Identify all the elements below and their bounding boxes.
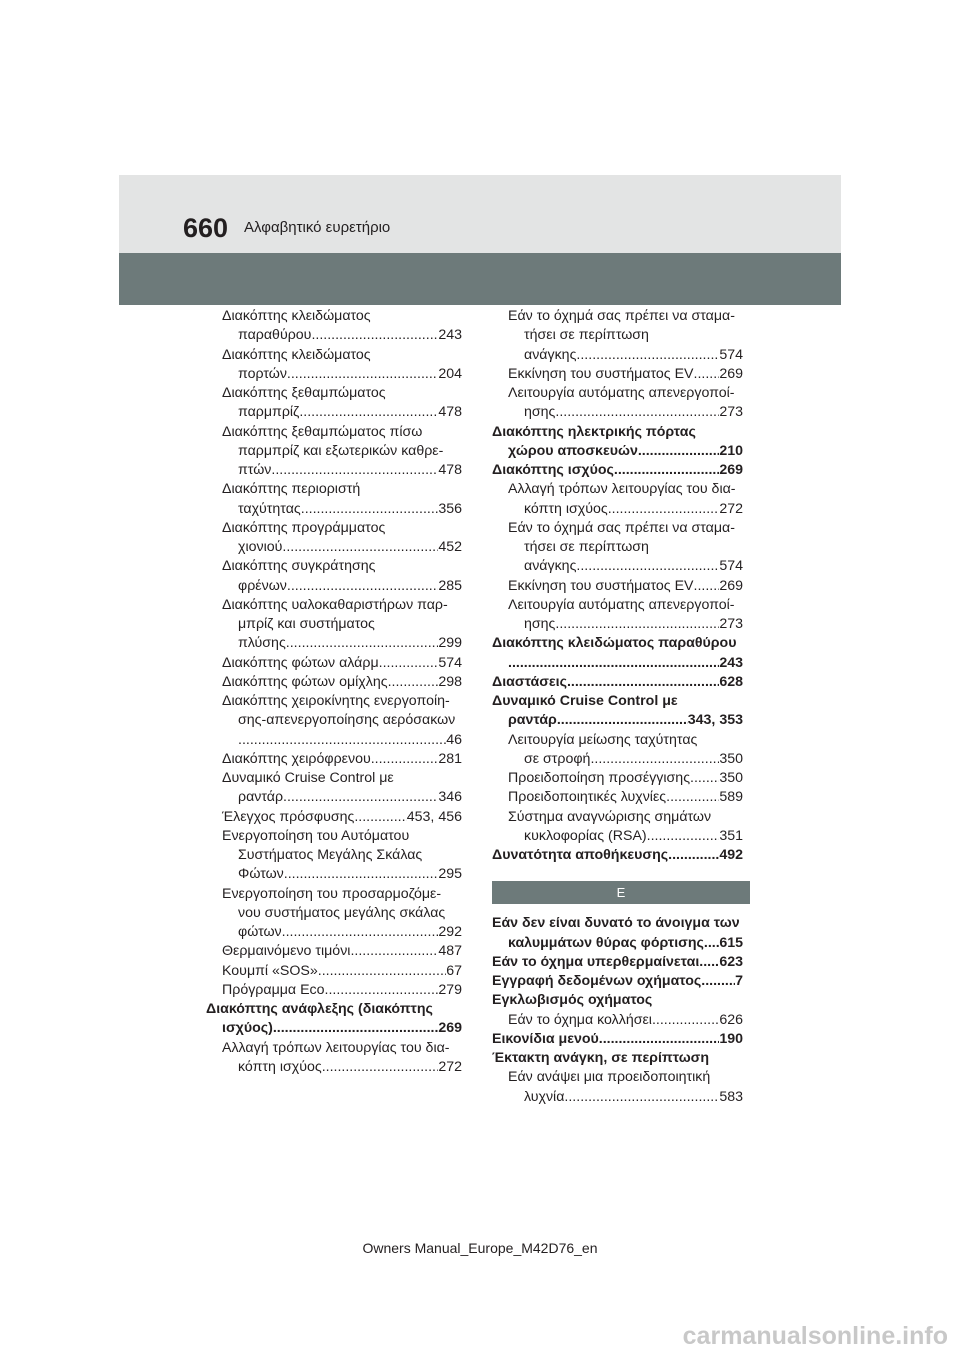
leader-dots [666, 788, 719, 807]
index-entry-text: τήσει σε περίπτωση [524, 539, 649, 555]
leader-dots [608, 500, 720, 519]
index-page-number: 292 [438, 924, 462, 940]
index-page-number: 350 [719, 770, 743, 786]
index-entry-text: Λειτουργία αυτόματης απενεργοποί- [508, 596, 735, 613]
index-page-number: 351 [719, 827, 743, 844]
index-entry-line [492, 1088, 743, 1107]
index-entry-line [492, 846, 743, 865]
index-page-number: 285 [438, 577, 462, 594]
leader-dots [388, 673, 439, 692]
page-number: 660 [183, 213, 229, 243]
index-entry-text: Διαστάσεις [492, 673, 567, 690]
index-entry-text: Λειτουργία αυτόματης απενεργοποί- [508, 385, 735, 401]
index-entry-text: Διακόπτης ξεθαμπώματος πίσω [222, 423, 423, 440]
index-page-number: 281 [438, 750, 462, 767]
index-page-number: 295 [438, 866, 462, 883]
index-page-number: 453, 456 [406, 808, 462, 825]
index-entry-text: Διακόπτης κλειδώματος [222, 308, 371, 324]
index-entry-line [492, 403, 743, 422]
index-entry-text: ανάγκης [524, 558, 577, 575]
leader-dots [371, 750, 439, 769]
index-entry-line [492, 953, 743, 972]
index-list-e [492, 914, 743, 1107]
index-page-number: 7 [735, 973, 743, 989]
index-page-number: 492 [719, 847, 743, 863]
index-entry [222, 673, 462, 692]
index-entry-line [492, 654, 743, 673]
index-page-number: 210 [719, 442, 743, 459]
index-entry-text: παρμπρίζ [238, 404, 300, 421]
index-entry [492, 788, 743, 807]
index-entry [492, 519, 743, 577]
leader-dots [287, 365, 438, 384]
index-entry-line [222, 500, 462, 519]
leader-dots [301, 500, 439, 519]
leader-dots [286, 634, 439, 653]
index-entry-text: Ενεργοποίηση του Αυτόματου [222, 827, 410, 844]
index-entry [222, 750, 462, 769]
index-entry-line [222, 788, 462, 807]
index-entry-text: Φώτων [238, 866, 284, 883]
index-entry [222, 942, 462, 961]
index-entry-text: Θερμαινόμενο τιμόνι [222, 943, 351, 960]
index-page-number: 269 [719, 365, 743, 382]
index-entry-text: παρμπρίζ και εξωτερικών καθρε- [238, 442, 444, 459]
index-entry-text: Εγγραφή δεδομένων οχήματος [492, 973, 702, 989]
index-entry-line [222, 981, 462, 1000]
index-entry-text: Διακόπτης φώτων ομίχλης [222, 673, 388, 690]
index-entry-line [222, 538, 462, 557]
index-entry-text: τήσει σε περίπτωση [524, 327, 649, 344]
index-entry-text: ησης [524, 404, 556, 421]
index-entry [222, 346, 462, 385]
leader-dots [704, 934, 719, 953]
index-entry [492, 365, 743, 384]
index-entry-text: πλύσης [238, 635, 286, 652]
index-entry-text: Διακόπτης ξεθαμπώματος [222, 385, 386, 401]
index-page-number: 46 [446, 731, 462, 748]
index-entry-text: Εκκίνηση του συστήματος EV [508, 577, 694, 594]
index-page-number: 589 [719, 789, 743, 806]
leader-dots [299, 403, 438, 422]
index-entry-text: Πρόγραμμα Eco [222, 981, 325, 998]
index-entry-text: κόπτη ισχύος [524, 500, 608, 517]
index-entry-line [222, 942, 462, 961]
index-entry [492, 972, 743, 991]
index-entry-text: Εάν δεν είναι δυνατό το άνοιγμα των [492, 915, 740, 932]
index-entry [492, 914, 743, 953]
index-entry-text: Εάν ανάψει μια προειδοποιητική [508, 1069, 711, 1086]
index-entry-text: ραντάρ [238, 789, 284, 806]
index-entry [492, 846, 743, 865]
index-entry-text: κυκλοφορίας (RSA) [524, 827, 647, 844]
index-page-number: 272 [438, 1058, 462, 1075]
index-entry-text: φώτων [238, 924, 282, 940]
index-entry-text: Αλλαγή τρόπων λειτουργίας του δια- [508, 481, 736, 498]
index-page-number: 204 [438, 365, 462, 382]
leader-dots [555, 615, 719, 634]
index-entry-text: φρένων [238, 577, 287, 594]
leader-dots [694, 577, 720, 596]
index-entry [222, 596, 462, 654]
leader-dots [318, 962, 446, 981]
index-entry-text: Διακόπτης υαλοκαθαριστήρων παρ- [222, 596, 448, 613]
index-entry [492, 953, 743, 972]
index-entry-text: Διακόπτης ανάφλεξης (διακόπτης [206, 1001, 433, 1017]
leader-dots [668, 846, 719, 865]
index-entry [222, 384, 462, 423]
index-entry-line [222, 461, 462, 480]
index-entry-text: Έκτακτη ανάγκη, σε περίπτωση [492, 1050, 710, 1066]
leader-dots [694, 365, 720, 384]
index-entry [222, 885, 462, 943]
leader-dots [647, 827, 720, 846]
index-entry-line [492, 461, 743, 480]
index-entry-line [222, 326, 462, 345]
index-page-number: 343, 353 [687, 712, 743, 729]
leader-dots [287, 577, 438, 596]
index-entry-text: παραθύρου [238, 327, 312, 344]
index-page-number: 574 [438, 654, 462, 671]
index-page-number: 272 [719, 500, 743, 517]
index-entry [222, 1039, 462, 1078]
index-entry-line [222, 731, 462, 750]
index-entry-text: Διακόπτης χειροκίνητης ενεργοποίη- [222, 693, 450, 709]
index-entry-text: Εάν το όχημα κολλήσει [508, 1011, 652, 1028]
index-entry [492, 1068, 743, 1107]
index-entry-text: Εάν το όχημά σας πρέπει να σταμα- [508, 308, 735, 324]
index-entry-text: Σύστημα αναγνώρισης σημάτων [508, 808, 712, 825]
index-entry-text: Διακόπτης συγκράτησης [222, 558, 376, 575]
leader-dots [350, 942, 438, 961]
leader-dots [354, 808, 406, 827]
index-entry [222, 692, 462, 750]
leader-dots [322, 1058, 439, 1077]
index-entry-text: Διακόπτης ισχύος [492, 462, 614, 478]
index-entry-line [492, 972, 743, 991]
index-entry [222, 962, 462, 981]
index-page-number: 243 [719, 654, 743, 671]
index-list-d [492, 307, 743, 865]
index-entry [222, 307, 462, 346]
index-entry-text: χιονιού [238, 539, 283, 555]
leader-dots [508, 654, 719, 673]
leader-dots [379, 654, 439, 673]
index-entry-line [492, 750, 743, 769]
index-page-number: 273 [719, 404, 743, 421]
index-entry-text: Λειτουργία μείωσης ταχύτητας [508, 731, 698, 748]
index-entry-text: ισχύος) [222, 1020, 273, 1037]
index-entry [222, 480, 462, 519]
index-entry-line [492, 365, 743, 384]
index-entry-text: καλυμμάτων θύρας φόρτισης [508, 934, 704, 951]
index-entry [492, 461, 743, 480]
leader-dots [567, 673, 719, 692]
index-entry-text: σης-απενεργοποίησης αερόσακων [238, 712, 456, 729]
index-entry-line [222, 1058, 462, 1077]
index-entry [492, 673, 743, 692]
index-entry-line [492, 615, 743, 634]
index-page-number: 487 [438, 943, 462, 960]
leader-dots [311, 326, 438, 345]
index-entry [222, 769, 462, 808]
index-entry-text: Προειδοποιητικές λυχνίες [508, 789, 667, 806]
index-entry-line [492, 577, 743, 596]
index-page-number: 346 [438, 789, 462, 806]
index-entry [492, 769, 743, 788]
index-entry-text: Δυναμικό Cruise Control με [492, 693, 678, 709]
index-entry [492, 384, 743, 423]
index-entry-text: ταχύτητας [238, 500, 301, 517]
index-page-number: 298 [438, 673, 462, 690]
index-page-number: 452 [438, 539, 462, 555]
page-title: Αλφαβητικό ευρετήριο [244, 219, 391, 236]
leader-dots [273, 1019, 438, 1038]
index-page-number: 574 [719, 558, 743, 575]
index-entry-text: Ενεργοποίηση του προσαρμοζόμε- [222, 885, 442, 902]
index-entry-line [222, 962, 462, 981]
index-entry-text: Προειδοποίηση προσέγγισης [508, 770, 691, 786]
index-entry [206, 1000, 462, 1039]
index-page-number: 299 [438, 635, 462, 652]
index-entry [222, 654, 462, 673]
index-entry-line [492, 934, 743, 953]
index-entry-text: Έλεγχος πρόσφυσης [222, 808, 355, 825]
leader-dots [271, 461, 438, 480]
index-entry [492, 596, 743, 635]
index-entry-line [492, 711, 743, 730]
index-entry-text: Συστήματος Μεγάλης Σκάλας [238, 847, 423, 863]
index-entry [492, 577, 743, 596]
index-entry-text: Διακόπτης προγράμματος [222, 519, 386, 536]
index-page-number: 190 [719, 1030, 743, 1047]
index-entry [492, 307, 743, 365]
index-entry [222, 981, 462, 1000]
index-entry-line [492, 827, 743, 846]
index-entry [222, 519, 462, 558]
index-entry-line [222, 654, 462, 673]
leader-dots [699, 953, 719, 972]
leader-dots [590, 750, 719, 769]
index-entry [492, 808, 743, 847]
index-page-number: 628 [719, 673, 743, 690]
index-entry-text: Δυνατότητα αποθήκευσης [492, 847, 669, 863]
index-entry-text: Διακόπτης φώτων αλάρμ [222, 654, 379, 671]
index-page-number: 279 [438, 981, 462, 998]
index-page-number: 269 [719, 462, 743, 478]
leader-dots [282, 923, 439, 942]
index-page-number: 273 [719, 616, 743, 632]
index-page-number: 478 [438, 404, 462, 421]
index-entry-line [222, 923, 462, 942]
index-entry-line [492, 442, 743, 461]
index-entry-text: νου συστήματος μεγάλης σκάλας [238, 904, 446, 921]
index-entry [222, 557, 462, 596]
index-page-number: 574 [719, 346, 743, 363]
index-page-number: 623 [719, 953, 743, 970]
index-entry [222, 827, 462, 885]
index-entry [492, 634, 743, 673]
index-entry-line [492, 1011, 743, 1030]
index-entry-text: ραντάρ [508, 712, 557, 729]
index-entry-line [222, 808, 462, 827]
index-entry-text: Διακόπτης χειρόφρενου [222, 750, 371, 767]
index-entry-text: λυχνία [524, 1088, 565, 1105]
index-entry-line [492, 346, 743, 365]
index-entry [492, 692, 743, 731]
index-entry-line [222, 577, 462, 596]
index-entry-text: πορτών [238, 365, 287, 382]
index-entry-line [222, 673, 462, 692]
leader-dots [638, 442, 719, 461]
index-page-number: 269 [438, 1020, 462, 1037]
index-entry-text: σε στροφή [524, 750, 591, 767]
index-column-right [492, 307, 743, 1107]
leader-dots [283, 788, 438, 807]
leader-dots [564, 1088, 719, 1107]
index-entry-text: ησης [524, 616, 556, 632]
leader-dots [555, 403, 719, 422]
index-page-number: 583 [719, 1088, 743, 1105]
index-entry-text: Εάν το όχημά σας πρέπει να σταμα- [508, 519, 735, 536]
index-entry-text: Εκκίνηση του συστήματος EV [508, 365, 694, 382]
index-page-number: 626 [719, 1011, 743, 1028]
index-entry-line [206, 1019, 462, 1038]
leader-dots [284, 865, 439, 884]
index-entry [492, 991, 743, 1010]
index-entry-line [492, 769, 743, 788]
index-entry-text: Δυναμικό Cruise Control με [222, 770, 394, 786]
index-entry [492, 480, 743, 519]
index-entry-line [492, 557, 743, 576]
index-entry-line [492, 1030, 743, 1049]
leader-dots [599, 1030, 720, 1049]
index-entry [492, 731, 743, 770]
header-dark-band [119, 253, 841, 305]
index-entry-line [222, 365, 462, 384]
leader-dots [690, 769, 719, 788]
leader-dots [576, 557, 719, 576]
leader-dots [557, 711, 688, 730]
index-entry-text: Διακόπτης ηλεκτρικής πόρτας [492, 423, 696, 440]
index-entry-line [222, 634, 462, 653]
index-page-number: 478 [438, 462, 462, 478]
leader-dots [701, 972, 735, 991]
footer-text: Owners Manual_Europe_M42D76_en [362, 1240, 598, 1256]
index-page-number: 350 [719, 750, 743, 767]
index-page-number: 615 [719, 934, 743, 951]
index-entry-line [222, 403, 462, 422]
leader-dots [282, 538, 438, 557]
index-entry-line [492, 500, 743, 519]
index-entry-text: κόπτη ισχύος [238, 1058, 322, 1075]
index-entry [492, 1049, 743, 1068]
index-entry-text: Εγκλωβισμός οχήματος [492, 992, 653, 1009]
index-entry [492, 1011, 743, 1030]
section-letter-bar: E [492, 881, 750, 904]
index-entry-text: Κουμπί «SOS» [222, 962, 318, 979]
leader-dots [325, 981, 439, 1000]
index-entry [492, 1030, 743, 1049]
index-entry-text: χώρου αποσκευών [508, 442, 638, 459]
index-entry-text: ανάγκης [524, 346, 577, 363]
index-entry-text: Εικονίδια μενού [492, 1030, 599, 1047]
index-entry-line [222, 865, 462, 884]
index-entry-text: Αλλαγή τρόπων λειτουργίας του δια- [222, 1039, 450, 1056]
index-entry-line [492, 673, 743, 692]
leader-dots [614, 461, 719, 480]
index-page-number: 269 [719, 577, 743, 594]
index-column-left [206, 307, 462, 1077]
index-entry [222, 423, 462, 481]
index-entry-text: Διακόπτης περιοριστή [222, 481, 361, 498]
index-page-number: 356 [438, 500, 462, 517]
leader-dots [652, 1011, 719, 1030]
index-entry-line [222, 750, 462, 769]
index-entry [222, 808, 462, 827]
index-entry-line [492, 788, 743, 807]
index-entry-text: Εάν το όχημα υπερθερμαίνεται [492, 953, 700, 970]
index-entry-text: Διακόπτης κλειδώματος [222, 346, 371, 363]
index-page-number: 67 [446, 962, 462, 979]
index-entry-text: πτών [238, 462, 272, 478]
leader-dots [576, 346, 719, 365]
index-entry [492, 423, 743, 462]
index-page-number: 243 [438, 327, 462, 344]
watermark-text: carmanualsonline.info [682, 1322, 948, 1350]
index-entry-text: μπρίζ και συστήματος [238, 616, 375, 632]
index-entry-text: Διακόπτης κλειδώματος παραθύρου [492, 635, 737, 652]
leader-dots [238, 731, 446, 750]
